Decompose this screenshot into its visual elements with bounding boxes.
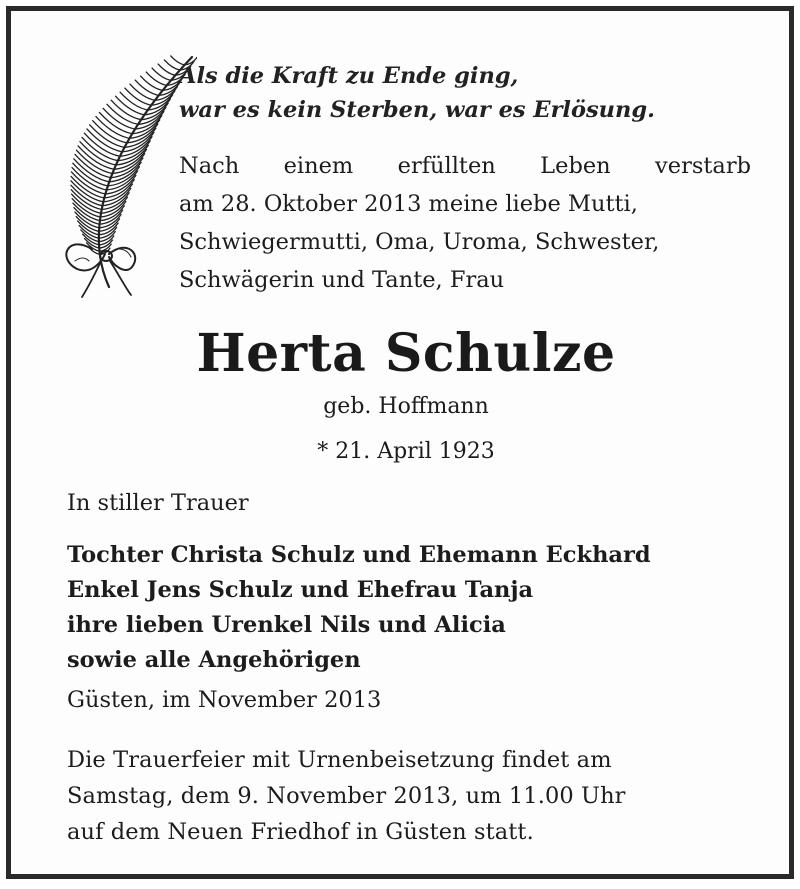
service-line-1: Die Trauerfeier mit Urnenbeisetzung findet am: [67, 747, 612, 773]
place-date: Güsten, im November 2013: [67, 687, 382, 713]
motto-line-1: Als die Kraft zu Ende ging,: [179, 63, 519, 89]
mourner-line: ihre lieben Urenkel Nils und Alicia: [67, 612, 506, 638]
intro-line-2: am 28. Oktober 2013 meine liebe Mutti,: [179, 191, 638, 217]
mourners-list: [67, 538, 767, 678]
intro-line-3: Schwiegermutti, Oma, Uroma, Schwester,: [179, 229, 660, 255]
obituary-frame: [6, 6, 794, 879]
feather-icon: [47, 49, 197, 299]
mourner-line: Enkel Jens Schulz und Ehefrau Tanja: [67, 577, 534, 603]
deceased-name: Herta Schulze: [196, 323, 616, 384]
intro-line-1: Nach einem erfüllten Leben verstarb: [179, 153, 751, 179]
service-line-3: auf dem Neuen Friedhof in Güsten statt.: [67, 819, 534, 845]
intro-line-4: Schwägerin und Tante, Frau: [179, 267, 505, 293]
service-line-2: Samstag, dem 9. November 2013, um 11.00 Uhr: [67, 783, 626, 809]
birth-date: * 21. April 1923: [317, 439, 495, 464]
intro-text: [179, 147, 751, 299]
service-info: [67, 742, 757, 850]
mourner-line: sowie alle Angehörigen: [67, 647, 361, 673]
mourning-label: In stiller Trauer: [67, 490, 249, 516]
motto: [179, 59, 655, 127]
birth-name: geb. Hoffmann: [323, 394, 489, 419]
motto-line-2: war es kein Sterben, war es Erlösung.: [179, 97, 655, 123]
mourner-line: Tochter Christa Schulz und Ehemann Eckhard: [67, 542, 651, 568]
